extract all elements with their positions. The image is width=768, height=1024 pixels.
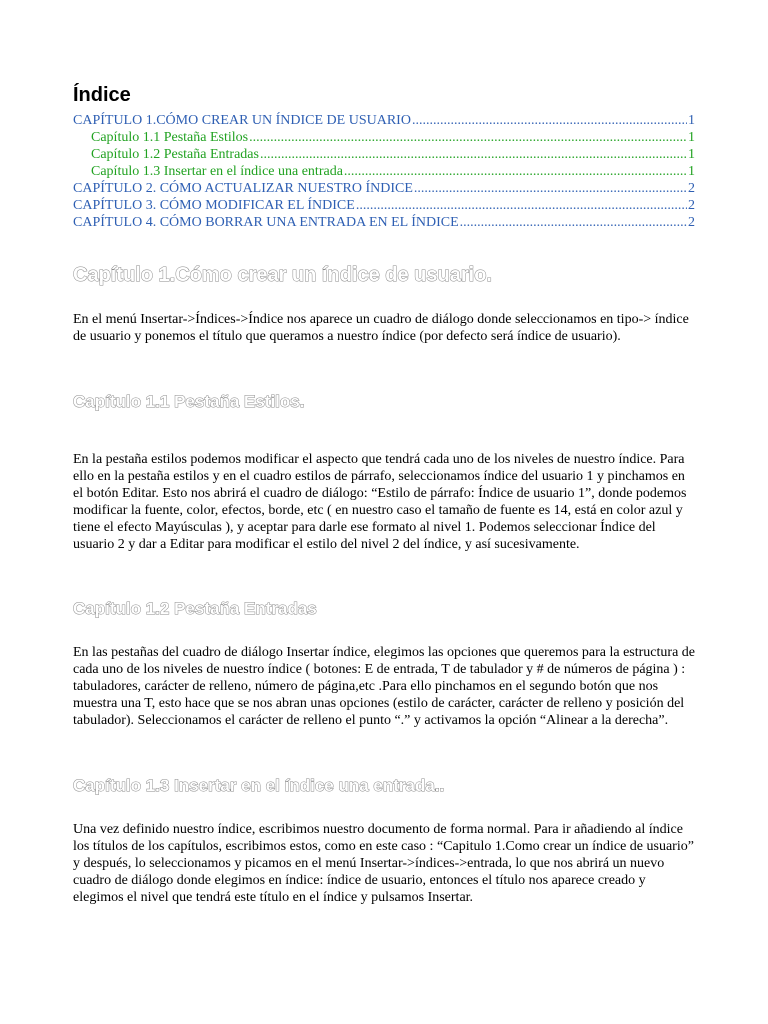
toc-entry-label: Capítulo 1.2 Pestaña Entradas [91,147,259,162]
chapter-1-paragraph: En el menú Insertar->Índices->Índice nos aparece un cuadro de diálogo donde seleccionamos en tipo-> índice de usuario y ponemos el título que queramos a nuestro índice (por defecto será índice de usuario). [73,312,689,344]
toc-entry-label: CAPÍTULO 1.CÓMO CREAR UN ÍNDICE DE USUARIO [73,113,411,128]
chapter-1-1-paragraph: En la pestaña estilos podemos modificar el aspecto que tendrá cada uno de los niveles de nuestro índice. Para ello en la pestaña estilos y en el cuadro estilos de párrafo, seleccionamos índice del usuario 1 y pinchamos en el botón Editar. Esto nos abrirá el cuadro de diálogo: “Estilo de párrafo: Índice de usuario 1”, donde podemos modificar la fuente, color, efectos, borde, etc ( en nuestro caso el tamaño de fuente es 14, está en color azul y tiene el efecto Mayúsculas ), y aceptar para darle ese formato al nivel 1. Podemos seleccionar Índice del usuario 2 y dar a Editar para modificar el estilo del nivel 2 del índice, y así sucesivamente. [73,452,687,552]
toc-dot-leader [356,197,687,214]
toc-entry-chapter-1-1[interactable] [73,129,695,146]
toc-entry-page: 1 [688,147,695,162]
toc-entry-page: 2 [688,198,695,213]
toc-entry-chapter-3[interactable] [73,197,695,214]
chapter-1-1-heading: Capítulo 1.1 Pestaña Estilos. [73,392,305,411]
toc-entry-page: 1 [688,130,695,145]
toc-dot-leader [412,112,687,129]
toc-entry-page: 1 [688,164,695,179]
toc-entry-page: 2 [688,181,695,196]
toc-entry-chapter-1-2[interactable] [73,146,695,163]
toc-dot-leader [460,214,687,231]
chapter-1-heading: Capítulo 1.Cómo crear un índice de usuario. [73,264,492,286]
toc-dot-leader [249,129,687,146]
toc-dot-leader [414,180,687,197]
table-of-contents [73,112,695,231]
chapter-1-3-heading: Capítulo 1.3 Insertar en el índice una entrada.. [73,776,445,795]
toc-title: Índice [73,84,131,106]
toc-entry-label: CAPÍTULO 4. CÓMO BORRAR UNA ENTRADA EN EL ÍNDICE [73,215,459,230]
toc-entry-label: Capítulo 1.3 Insertar en el índice una entrada [91,164,343,179]
toc-entry-page: 1 [688,113,695,128]
toc-dot-leader [344,163,687,180]
chapter-1-2-heading: Capítulo 1.2 Pestaña Entradas [73,599,317,618]
toc-entry-chapter-2[interactable] [73,180,695,197]
chapter-1-3-paragraph: Una vez definido nuestro índice, escribimos nuestro documento de forma normal. Para ir añadiendo al índice los títulos de los capítulos, escribimos estos, como en este caso : “Capitulo 1.Como crear un índice de usuario” y después, lo seleccionamos y picamos en el menú Insertar->índices->entrada, lo que nos abrirá un nuevo cuadro de diálogo donde elegimos en índice: índice de usuario, entonces el título nos aparece creado y elegimos el nivel que tendrá este título en el índice y pulsamos Insertar. [73,822,694,905]
toc-entry-label: CAPÍTULO 3. CÓMO MODIFICAR EL ÍNDICE [73,198,355,213]
chapter-1-2-paragraph: En las pestañas del cuadro de diálogo Insertar índice, elegimos las opciones que queremos para la estructura de cada uno de los niveles de nuestro índice ( botones: E de entrada, T de tabulador y # de números de página ) : tabuladores, carácter de relleno, número de página,etc .Para ello pinchamos en el segundo botón que nos muestra una T, esto hace que se nos abran unas opciones (estilo de carácter, carácter de relleno y posición del tabulador). Seleccionamos el carácter de relleno el punto “.” y activamos la opción “Alinear a la derecha”. [73,645,695,728]
toc-entry-page: 2 [688,215,695,230]
toc-dot-leader [260,146,687,163]
toc-entry-label: CAPÍTULO 2. CÓMO ACTUALIZAR NUESTRO ÍNDICE [73,181,413,196]
toc-entry-chapter-4[interactable] [73,214,695,231]
toc-entry-chapter-1-3[interactable] [73,163,695,180]
toc-entry-label: Capítulo 1.1 Pestaña Estilos [91,130,249,145]
toc-entry-chapter-1[interactable] [73,112,695,129]
